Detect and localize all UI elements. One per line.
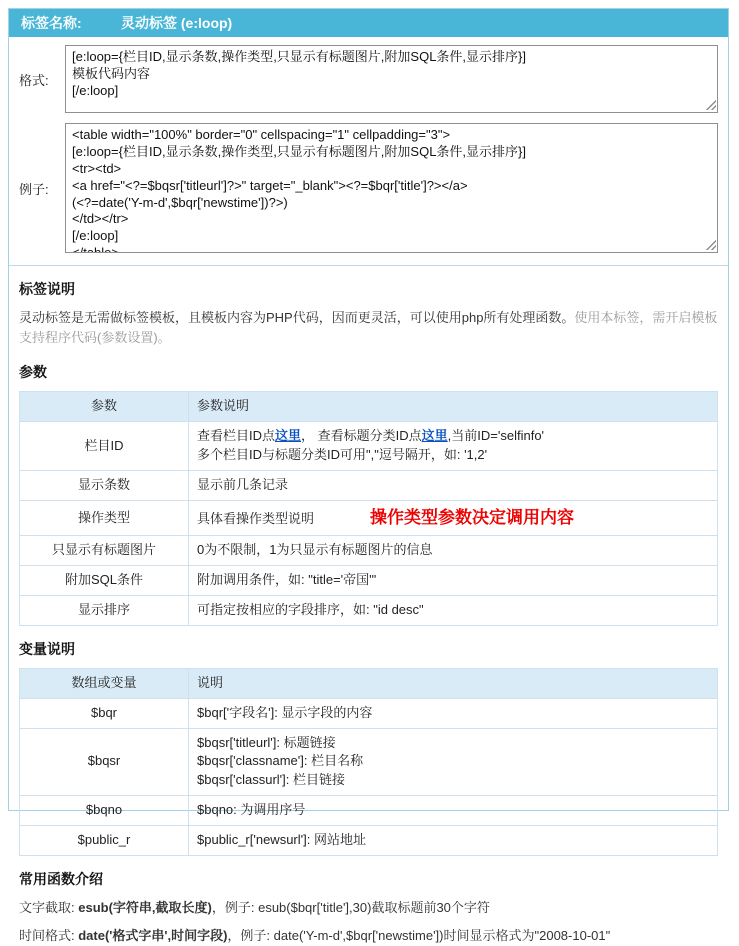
variables-table — [19, 668, 718, 856]
param-name-cell: 只显示有标题图片 — [20, 536, 189, 566]
variable-desc-cell: $bqr['字段名']: 显示字段的内容 — [189, 698, 718, 728]
param-desc-cell: 可指定按相应的字段排序，如: "id desc" — [189, 595, 718, 625]
fn-prefix: 时间格式: — [19, 927, 79, 943]
param-desc-cell — [189, 500, 718, 536]
param-desc-text: 查看栏目ID点 — [197, 428, 276, 444]
example-row — [9, 117, 728, 257]
param-name-cell: 操作类型 — [20, 500, 189, 536]
param-desc-text: ,当前ID='selfinfo' — [447, 428, 545, 444]
tag-desc-heading: 标签说明 — [19, 281, 75, 297]
example-code-textarea[interactable] — [65, 123, 718, 253]
param-name-cell: 显示排序 — [20, 595, 189, 625]
optype-red-note: 操作类型参数决定调用内容 — [370, 507, 575, 527]
table-row — [20, 470, 718, 500]
param-desc-text: 具体看操作类型说明 — [197, 510, 315, 526]
format-textarea-wrap — [65, 45, 718, 113]
variable-desc-line: $bqsr['classurl']: 栏目链接 — [197, 772, 345, 788]
format-row — [9, 39, 728, 117]
variables-heading: 变量说明 — [19, 640, 75, 657]
format-example-section — [9, 37, 728, 266]
variable-desc-cell: $bqno: 为调用序号 — [189, 796, 718, 826]
param-name-cell: 显示条数 — [20, 470, 189, 500]
tag-name-value: 灵动标签 (e:loop) — [121, 15, 233, 31]
content-sections — [9, 279, 728, 946]
params-col-header-name: 参数 — [20, 392, 189, 422]
params-header-row — [20, 392, 718, 422]
example-textarea-wrap — [65, 123, 718, 253]
param-name-cell: 附加SQL条件 — [20, 566, 189, 596]
param-desc-cell — [189, 422, 718, 471]
variable-name-cell: $bqsr — [20, 728, 189, 796]
variables-header-row — [20, 668, 718, 698]
variable-desc-line: $bqsr['classname']: 栏目名称 — [197, 753, 364, 769]
variable-name-cell: $public_r — [20, 825, 189, 855]
tag-desc-main-text: 灵动标签是无需做标签模板，且模板内容为PHP代码，因而更灵活，可以使用php所有处理函数。 — [19, 310, 575, 325]
fn-signature: esub(字符串,截取长度) — [78, 899, 212, 915]
variables-col-header-desc: 说明 — [189, 668, 718, 698]
fn-example: ，例子: esub($bqr['title'],30)截取标题前30个字符 — [211, 899, 490, 915]
tag-name-label: 标签名称: — [21, 15, 82, 31]
table-row — [20, 728, 718, 796]
params-col-header-desc: 参数说明 — [189, 392, 718, 422]
format-label: 格式: — [19, 72, 49, 88]
title-class-id-list-link[interactable]: 这里 — [421, 428, 448, 444]
param-desc-cell: 0为不限制，1为只显示有标题图片的信息 — [189, 536, 718, 566]
param-name-cell: 栏目ID — [20, 422, 189, 471]
esub-function-line — [19, 898, 718, 919]
params-heading: 参数 — [19, 364, 47, 381]
table-row — [20, 825, 718, 855]
tag-desc-paragraph — [19, 308, 718, 348]
params-table — [19, 391, 718, 626]
variable-desc-cell — [189, 728, 718, 796]
param-desc-text: ， 查看标题分类ID点 — [301, 428, 422, 444]
table-row — [20, 595, 718, 625]
fn-example: ，例子: date('Y-m-d',$bqr['newstime'])时间显示格式为"2008-10-01" — [227, 927, 611, 943]
tag-desc-gray-text: 使用本标签，需开启模板支持程序代码(参数设置)。 — [19, 310, 718, 346]
table-row — [20, 500, 718, 536]
variables-col-header-name: 数组或变量 — [20, 668, 189, 698]
table-row — [20, 566, 718, 596]
param-desc-cell: 附加调用条件，如: "title='帝国'" — [189, 566, 718, 596]
functions-heading: 常用函数介绍 — [19, 870, 103, 887]
table-row — [20, 536, 718, 566]
column-id-list-link[interactable]: 这里 — [275, 428, 302, 444]
date-function-line — [19, 926, 718, 946]
variable-desc-cell: $public_r['newsurl']: 网站地址 — [189, 825, 718, 855]
format-code-textarea[interactable] — [65, 45, 718, 113]
tag-title-bar — [9, 9, 728, 37]
param-desc-text: 多个栏目ID与标题分类ID可用","逗号隔开，如: '1,2' — [197, 446, 488, 462]
fn-prefix: 文字截取: — [19, 899, 79, 915]
variable-name-cell: $bqno — [20, 796, 189, 826]
fn-signature: date('格式字串',时间字段) — [78, 927, 228, 943]
param-desc-cell: 显示前几条记录 — [189, 470, 718, 500]
table-row — [20, 422, 718, 471]
example-label: 例子: — [19, 181, 49, 197]
variable-name-cell: $bqr — [20, 698, 189, 728]
doc-page — [8, 8, 729, 943]
variable-desc-line: $bqsr['titleurl']: 标题链接 — [197, 734, 336, 750]
table-row — [20, 698, 718, 728]
